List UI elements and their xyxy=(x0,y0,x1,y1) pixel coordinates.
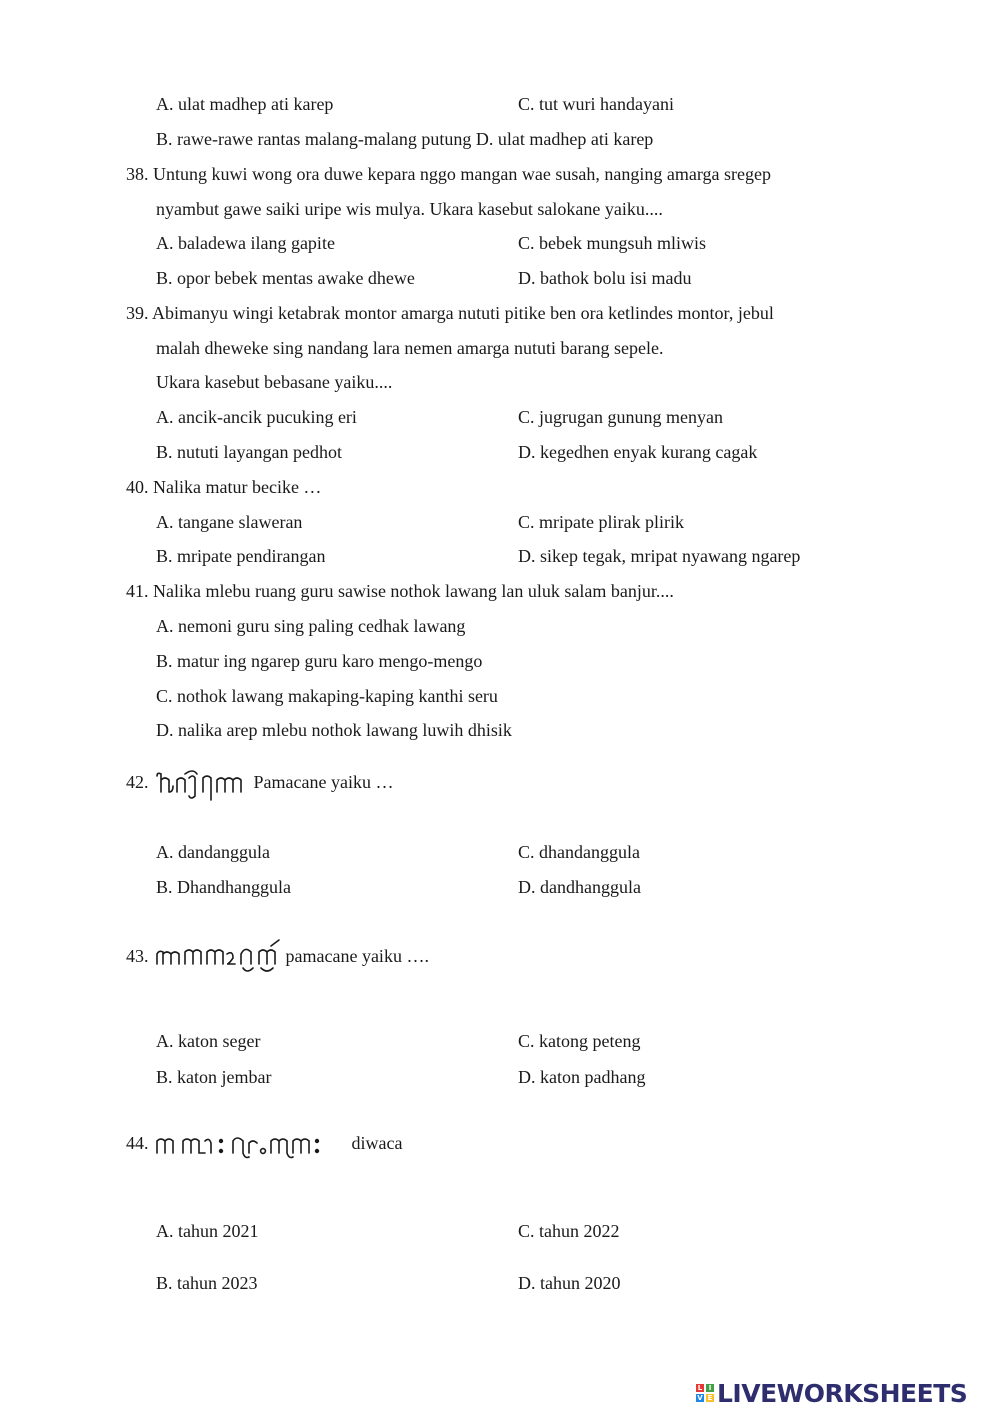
logo-mark-letter: E xyxy=(707,1394,713,1402)
question-number: 43. xyxy=(126,946,149,967)
question-41: 41. Nalika mlebu ruang guru sawise nothok lawang lan uluk salam banjur.... xyxy=(126,581,674,601)
q42-option-b: B. Dhandhanggula xyxy=(156,877,291,897)
question-39: 39. Abimanyu wingi ketabrak montor amarga nututi pitike ben ora ketlindes montor, jebul xyxy=(126,303,774,323)
question-39-cont2: Ukara kasebut bebasane yaiku.... xyxy=(156,372,393,392)
q38-option-c: C. bebek mungsuh mliwis xyxy=(518,233,706,253)
q44-option-d: D. tahun 2020 xyxy=(518,1273,621,1293)
question-42 xyxy=(126,766,393,802)
javanese-script-image xyxy=(153,766,249,802)
logo-mark-letter: V xyxy=(697,1394,703,1402)
q42-option-a: A. dandanggula xyxy=(156,842,270,862)
q44-option-a: A. tahun 2021 xyxy=(156,1221,259,1241)
question-39-cont: malah dheweke sing nandang lara nemen amarga nututi barang sepele. xyxy=(156,338,664,358)
q39-option-a: A. ancik-ancik pucuking eri xyxy=(156,407,357,427)
q44-option-c: C. tahun 2022 xyxy=(518,1221,620,1241)
q40-option-d: D. sikep tegak, mripat nyawang ngarep xyxy=(518,546,801,566)
q40-option-c: C. mripate plirak plirik xyxy=(518,512,684,532)
question-44 xyxy=(126,1128,402,1161)
option-b-d: B. rawe-rawe rantas malang-malang putung D. ulat madhep ati karep xyxy=(156,129,654,149)
q39-option-b: B. nututi layangan pedhot xyxy=(156,442,342,462)
q43-option-a: A. katon seger xyxy=(156,1031,261,1051)
q43-option-d: D. katon padhang xyxy=(518,1067,646,1087)
liveworksheets-logo-icon xyxy=(696,1384,714,1402)
q38-option-d: D. bathok bolu isi madu xyxy=(518,268,692,288)
q41-option-c: C. nothok lawang makaping-kaping kanthi seru xyxy=(156,686,498,706)
question-38: 38. Untung kuwi wong ora duwe kepara nggo mangan wae susah, nanging amarga sregep xyxy=(126,164,771,184)
question-number: 44. xyxy=(126,1133,149,1153)
logo-text: LIVEWORKSHEETS xyxy=(717,1378,968,1408)
q38-option-a: A. baladewa ilang gapite xyxy=(156,233,335,253)
q42-option-d: D. dandhanggula xyxy=(518,877,641,897)
q43-option-c: C. katong peteng xyxy=(518,1031,641,1051)
q39-option-d: D. kegedhen enyak kurang cagak xyxy=(518,442,758,462)
javanese-script-image xyxy=(153,938,281,978)
javanese-script-image xyxy=(153,1129,347,1161)
logo-mark-letter: I xyxy=(706,1384,714,1392)
q43-option-b: B. katon jembar xyxy=(156,1067,272,1087)
question-43 xyxy=(126,938,429,978)
question-prompt: Pamacane yaiku … xyxy=(253,772,394,793)
question-38-cont: nyambut gawe saiki uripe wis mulya. Ukara kasebut salokane yaiku.... xyxy=(156,199,663,219)
q40-option-b: B. mripate pendirangan xyxy=(156,546,326,566)
q39-option-c: C. jugrugan gunung menyan xyxy=(518,407,723,427)
question-40: 40. Nalika matur becike … xyxy=(126,477,322,497)
q44-option-b: B. tahun 2023 xyxy=(156,1273,258,1293)
option-a: A. ulat madhep ati karep xyxy=(156,94,334,114)
q42-option-c: C. dhandanggula xyxy=(518,842,640,862)
q38-option-b: B. opor bebek mentas awake dhewe xyxy=(156,268,415,288)
question-number: 42. xyxy=(126,772,149,793)
q41-option-d: D. nalika arep mlebu nothok lawang luwih dhisik xyxy=(156,720,512,740)
q40-option-a: A. tangane slaweran xyxy=(156,512,303,532)
option-c: C. tut wuri handayani xyxy=(518,94,674,114)
question-prompt: pamacane yaiku …. xyxy=(285,946,429,967)
question-prompt: diwaca xyxy=(351,1133,403,1153)
logo-mark-letter: L xyxy=(697,1384,703,1392)
q41-option-a: A. nemoni guru sing paling cedhak lawang xyxy=(156,616,466,636)
q41-option-b: B. matur ing ngarep guru karo mengo-mengo xyxy=(156,651,483,671)
liveworksheets-logo[interactable] xyxy=(696,1378,967,1408)
